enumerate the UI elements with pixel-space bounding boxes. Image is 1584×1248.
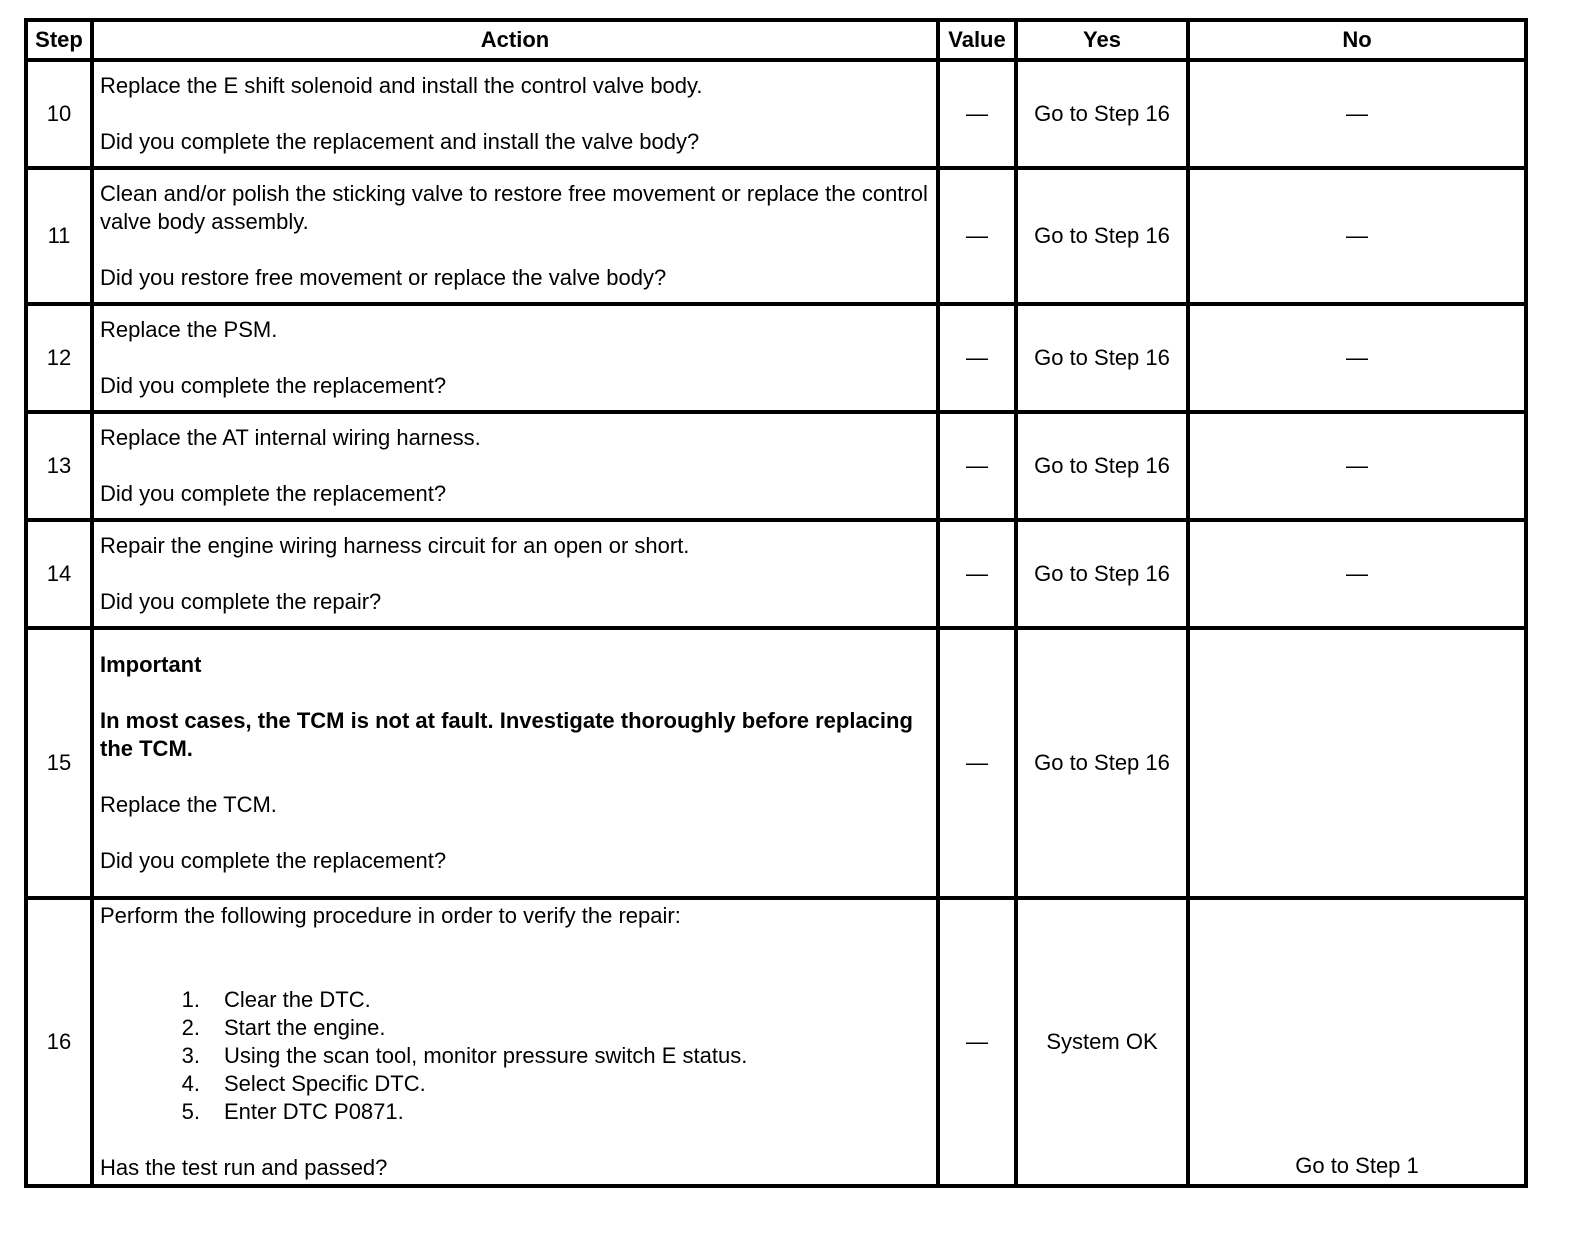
- action-text: Clean and/or polish the sticking valve to restore free movement or replace the control valve body assembly.: [100, 181, 928, 234]
- action-cell: [92, 60, 938, 168]
- action-cell: [92, 628, 938, 898]
- list-item: [152, 986, 930, 1014]
- list-number: 5.: [181, 1099, 200, 1124]
- step-number: 12: [26, 304, 92, 412]
- action-text: Perform the following procedure in order to verify the repair:: [100, 903, 681, 928]
- no-cell: —: [1188, 520, 1526, 628]
- step-number: 13: [26, 412, 92, 520]
- important-label: Important: [100, 652, 202, 677]
- yes-cell: System OK: [1016, 898, 1188, 1186]
- action-cell: [92, 304, 938, 412]
- action-question: Did you complete the replacement?: [100, 481, 447, 506]
- table-row: [26, 628, 1526, 898]
- list-text: Clear the DTC.: [224, 987, 371, 1012]
- no-cell: —: [1188, 304, 1526, 412]
- value-cell: —: [938, 60, 1016, 168]
- table-row: [26, 60, 1526, 168]
- diagnostic-table: [24, 18, 1528, 1188]
- value-cell: —: [938, 628, 1016, 898]
- step-number: 11: [26, 168, 92, 304]
- table-row: [26, 898, 1526, 1186]
- header-no: No: [1188, 20, 1526, 60]
- procedure-list: [100, 986, 930, 1126]
- action-question: Did you complete the replacement?: [100, 848, 447, 873]
- list-item: [152, 1098, 930, 1126]
- list-item: [152, 1014, 930, 1042]
- step-number: 15: [26, 628, 92, 898]
- list-number: 4.: [181, 1071, 200, 1096]
- list-number: 1.: [181, 987, 200, 1012]
- action-question: Has the test run and passed?: [100, 1155, 388, 1180]
- list-item: [152, 1070, 930, 1098]
- value-cell: —: [938, 520, 1016, 628]
- header-yes: Yes: [1016, 20, 1188, 60]
- action-question: Did you complete the replacement and install the valve body?: [100, 129, 700, 154]
- action-text: Replace the AT internal wiring harness.: [100, 425, 481, 450]
- action-question: Did you complete the repair?: [100, 589, 382, 614]
- action-cell: [92, 412, 938, 520]
- no-cell: Go to Step 1: [1188, 898, 1526, 1186]
- list-text: Using the scan tool, monitor pressure switch E status.: [224, 1043, 748, 1068]
- no-cell: —: [1188, 412, 1526, 520]
- action-cell: [92, 520, 938, 628]
- header-step: Step: [26, 20, 92, 60]
- action-question: Did you complete the replacement?: [100, 373, 447, 398]
- header-value: Value: [938, 20, 1016, 60]
- list-text: Enter DTC P0871.: [224, 1099, 404, 1124]
- header-row: [26, 20, 1526, 60]
- important-warning: In most cases, the TCM is not at fault. Investigate thoroughly before replacing the TCM.: [100, 708, 913, 761]
- no-cell: —: [1188, 60, 1526, 168]
- action-text: Replace the TCM.: [100, 792, 277, 817]
- value-cell: —: [938, 898, 1016, 1186]
- value-cell: —: [938, 304, 1016, 412]
- step-number: 14: [26, 520, 92, 628]
- no-cell: [1188, 628, 1526, 898]
- step-number: 16: [26, 898, 92, 1186]
- yes-cell: Go to Step 16: [1016, 628, 1188, 898]
- list-text: Select Specific DTC.: [224, 1071, 426, 1096]
- no-cell: —: [1188, 168, 1526, 304]
- list-text: Start the engine.: [224, 1015, 386, 1040]
- table-row: [26, 168, 1526, 304]
- list-number: 3.: [181, 1043, 200, 1068]
- value-cell: —: [938, 168, 1016, 304]
- yes-cell: Go to Step 16: [1016, 520, 1188, 628]
- action-text: Replace the PSM.: [100, 317, 278, 342]
- list-item: [152, 1042, 930, 1070]
- header-action: Action: [92, 20, 938, 60]
- action-cell: [92, 898, 938, 1186]
- action-cell: [92, 168, 938, 304]
- table-row: [26, 412, 1526, 520]
- yes-cell: Go to Step 16: [1016, 168, 1188, 304]
- table-row: [26, 520, 1526, 628]
- list-number: 2.: [181, 1015, 200, 1040]
- action-text: Repair the engine wiring harness circuit for an open or short.: [100, 533, 690, 558]
- yes-cell: Go to Step 16: [1016, 304, 1188, 412]
- step-number: 10: [26, 60, 92, 168]
- value-cell: —: [938, 412, 1016, 520]
- action-text: Replace the E shift solenoid and install the control valve body.: [100, 73, 703, 98]
- yes-cell: Go to Step 16: [1016, 412, 1188, 520]
- yes-cell: Go to Step 16: [1016, 60, 1188, 168]
- table-row: [26, 304, 1526, 412]
- action-question: Did you restore free movement or replace the valve body?: [100, 265, 667, 290]
